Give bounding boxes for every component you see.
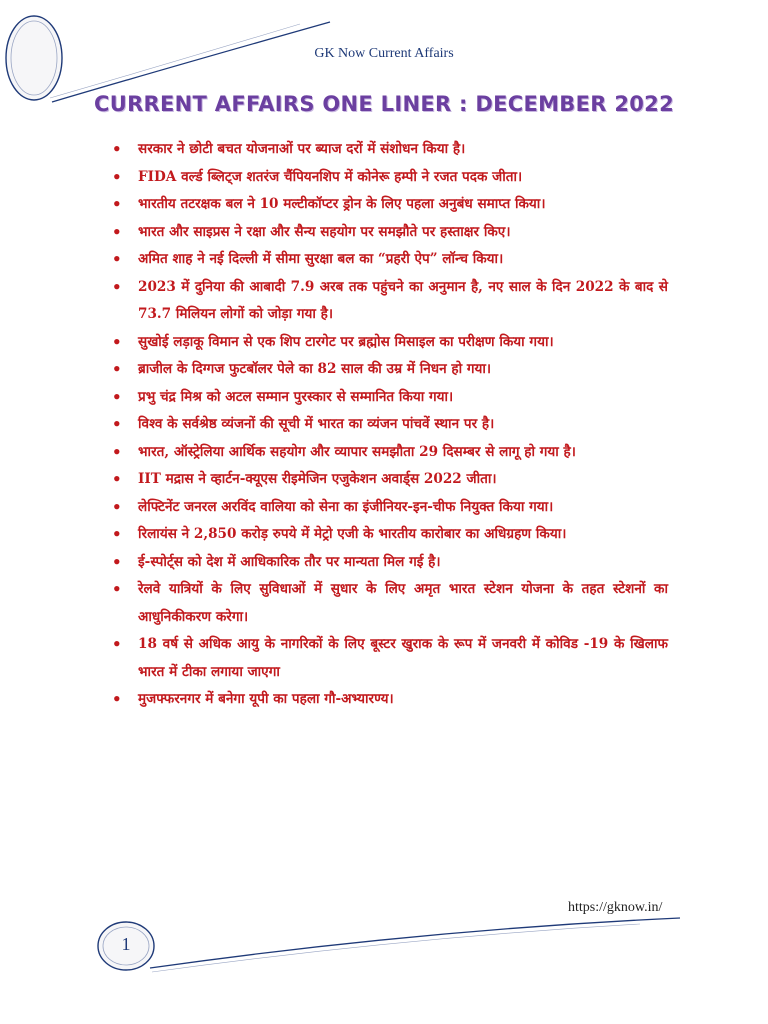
list-item: • प्रभु चंद्र मिश्र को अटल सम्मान पुरस्कार से सम्मानित किया गया। — [108, 384, 668, 412]
list-item: • 2023 में दुनिया की आबादी 7.9 अरब तक पहुंचने का अनुमान है, नए साल के दिन 2022 के बाद से 73.7 मिलियन लोगों को जोड़ा गया है। — [108, 274, 668, 329]
list-item: • FIDA वर्ल्ड ब्लिट्ज शतरंज चैंपियनशिप में कोनेरू हम्पी ने रजत पदक जीता। — [108, 164, 668, 192]
list-item: • मुजफ्फरनगर में बनेगा यूपी का पहला गौ-अभ्यारण्य। — [108, 686, 668, 714]
page-number: 1 — [121, 934, 131, 954]
list-item: • रेलवे यात्रियों के लिए सुविधाओं में सुधार के लिए अमृत भारत स्टेशन योजना के तहत स्टेशनों का आधुनिकीकरण करेगा। — [108, 576, 668, 631]
list-item: • सरकार ने छोटी बचत योजनाओं पर ब्याज दरों में संशोधन किया है। — [108, 136, 668, 164]
top-swoosh-line — [52, 22, 330, 102]
page-title: CURRENT AFFAIRS ONE LINER : DECEMBER 2022 — [94, 92, 674, 116]
one-liner-list — [108, 136, 668, 714]
list-item: • IIT मद्रास ने व्हार्टन-क्यूएस रीइमेजिन एजुकेशन अवार्ड्स 2022 जीता। — [108, 466, 668, 494]
site-header: GK Now Current Affairs — [314, 46, 454, 61]
list-item: • ब्राजील के दिग्गज फुटबॉलर पेले का 82 साल की उम्र में निधन हो गया। — [108, 356, 668, 384]
list-item: • भारतीय तटरक्षक बल ने 10 मल्टीकॉप्टर ड्रोन के लिए पहला अनुबंध समाप्त किया। — [108, 191, 668, 219]
bottom-swoosh-line — [150, 918, 680, 968]
list-item: • रिलायंस ने 2,850 करोड़ रुपये में मेट्रो एजी के भारतीय कारोबार का अधिग्रहण किया। — [108, 521, 668, 549]
list-item: • सुखोई लड़ाकू विमान से एक शिप टारगेट पर ब्रह्मोस मिसाइल का परीक्षण किया गया। — [108, 329, 668, 357]
website-link[interactable]: https://gknow.in/ — [568, 900, 663, 915]
list-item: • लेफ्टिनेंट जनरल अरविंद वालिया को सेना का इंजीनियर-इन-चीफ नियुक्त किया गया। — [108, 494, 668, 522]
list-item: • भारत, ऑस्ट्रेलिया आर्थिक सहयोग और व्यापार समझौता 29 दिसम्बर से लागू हो गया है। — [108, 439, 668, 467]
list-item: • 18 वर्ष से अधिक आयु के नागरिकों के लिए बूस्टर खुराक के रूप में जनवरी में कोविड -19 के खिलाफ भारत में टीका लगाया जाएगा — [108, 631, 668, 686]
list-item: • अमित शाह ने नई दिल्ली में सीमा सुरक्षा बल का “प्रहरी ऐप” लॉन्च किया। — [108, 246, 668, 274]
list-item: • भारत और साइप्रस ने रक्षा और सैन्य सहयोग पर समझौते पर हस्ताक्षर किए। — [108, 219, 668, 247]
list-item: • विश्व के सर्वश्रेष्ठ व्यंजनों की सूची में भारत का व्यंजन पांचवें स्थान पर है। — [108, 411, 668, 439]
list-item: • ई-स्पोर्ट्स को देश में आधिकारिक तौर पर मान्यता मिल गई है। — [108, 549, 668, 577]
